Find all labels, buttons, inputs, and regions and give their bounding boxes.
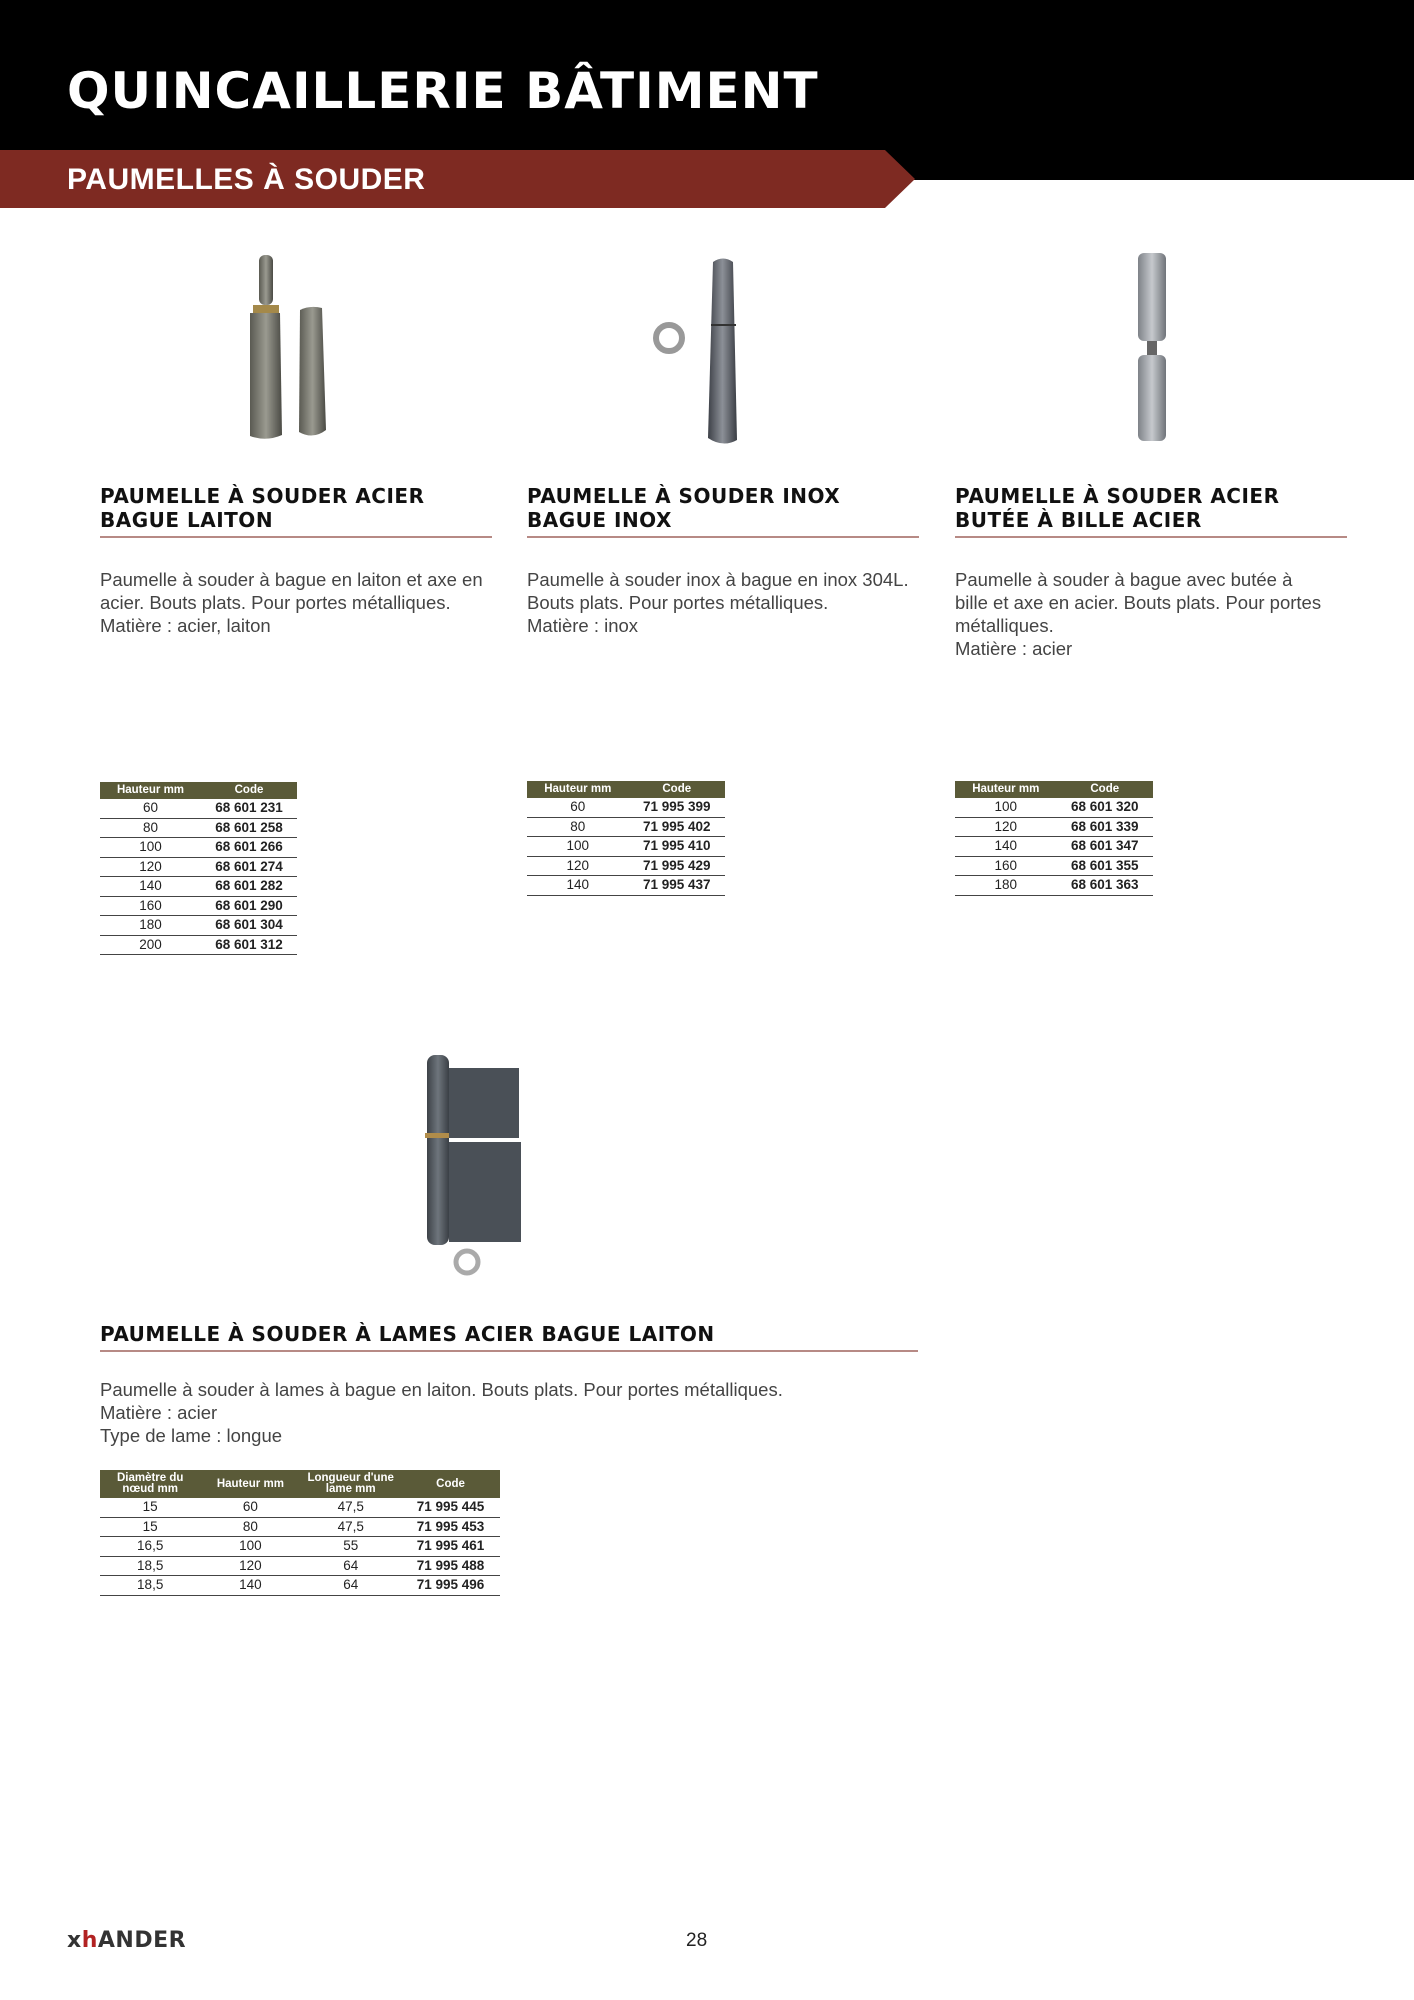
table-row: 160 68 601 290 <box>100 896 297 916</box>
column-header: Longueur d'une lame mm <box>300 1470 401 1498</box>
product-description: Paumelle à souder à bague en laiton et axe en acier. Bouts plats. Pour portes métalliques. Matière : acier, laiton <box>100 569 483 636</box>
table-row: 200 68 601 312 <box>100 935 297 955</box>
table-row: 16,5 100 55 71 995 461 <box>100 1537 500 1557</box>
column-header: Code <box>401 1470 500 1498</box>
product-title: PAUMELLE À SOUDER INOX BAGUE INOX <box>527 484 919 538</box>
product-block <box>955 484 1347 660</box>
table-row: 100 68 601 320 <box>955 798 1153 817</box>
table-row: 18,5 120 64 71 995 488 <box>100 1556 500 1576</box>
brand-logo: xhANDER <box>67 1928 187 1953</box>
table-row: 180 68 601 304 <box>100 916 297 936</box>
column-header: Hauteur mm <box>527 781 629 798</box>
spec-table <box>955 781 1153 896</box>
column-header: Hauteur mm <box>955 781 1057 798</box>
table-row: 100 68 601 266 <box>100 838 297 858</box>
table-row: 80 68 601 258 <box>100 818 297 838</box>
table-row: 120 68 601 339 <box>955 817 1153 837</box>
column-header: Diamètre du nœud mm <box>100 1470 200 1498</box>
section-title: PAUMELLES À SOUDER <box>67 163 426 196</box>
product-description: Paumelle à souder à bague avec butée à bille et axe en acier. Bouts plats. Pour portes métalliques. Matière : acier <box>955 569 1322 659</box>
product-block <box>527 484 919 637</box>
product-title: PAUMELLE À SOUDER ACIER BAGUE LAITON <box>100 484 492 538</box>
table-row: 140 68 601 282 <box>100 877 297 897</box>
table-row: 120 68 601 274 <box>100 857 297 877</box>
table-row: 120 71 995 429 <box>527 856 725 876</box>
column-header: Code <box>1057 781 1153 798</box>
spec-table <box>100 782 297 955</box>
table-row: 80 71 995 402 <box>527 817 725 837</box>
column-header: Hauteur mm <box>200 1470 300 1498</box>
product-block <box>100 484 492 637</box>
table-row: 180 68 601 363 <box>955 876 1153 896</box>
table-row: 18,5 140 64 71 995 496 <box>100 1576 500 1596</box>
table-row: 15 80 47,5 71 995 453 <box>100 1517 500 1537</box>
table-row: 60 68 601 231 <box>100 799 297 818</box>
table-row: 15 60 47,5 71 995 445 <box>100 1498 500 1517</box>
hinge-brass-ring-image <box>240 250 350 445</box>
product-description: Paumelle à souder à lames à bague en laiton. Bouts plats. Pour portes métalliques. Matière : acier Type de lame : longue <box>100 1379 783 1446</box>
table-row: 140 68 601 347 <box>955 837 1153 857</box>
column-header: Code <box>201 782 297 799</box>
table-row: 160 68 601 355 <box>955 856 1153 876</box>
product-title: PAUMELLE À SOUDER À LAMES ACIER BAGUE LAITON <box>100 1322 918 1352</box>
page-number: 28 <box>686 1930 708 1951</box>
table-row: 60 71 995 399 <box>527 798 725 817</box>
column-header: Hauteur mm <box>100 782 201 799</box>
product-block <box>100 1322 918 1447</box>
table-row: 100 71 995 410 <box>527 837 725 857</box>
page-title: QUINCAILLERIE BÂTIMENT <box>67 62 819 120</box>
spec-table <box>100 1470 500 1596</box>
spec-table <box>527 781 725 896</box>
product-title: PAUMELLE À SOUDER ACIER BUTÉE À BILLE ACIER <box>955 484 1347 538</box>
column-header: Code <box>629 781 725 798</box>
hinge-stainless-image <box>645 250 755 450</box>
product-description: Paumelle à souder inox à bague en inox 304L. Bouts plats. Pour portes métalliques. Matière : inox <box>527 569 909 636</box>
hinge-ball-bearing-image <box>1120 248 1190 448</box>
hinge-leaf-image <box>415 1050 545 1280</box>
table-row: 140 71 995 437 <box>527 876 725 896</box>
